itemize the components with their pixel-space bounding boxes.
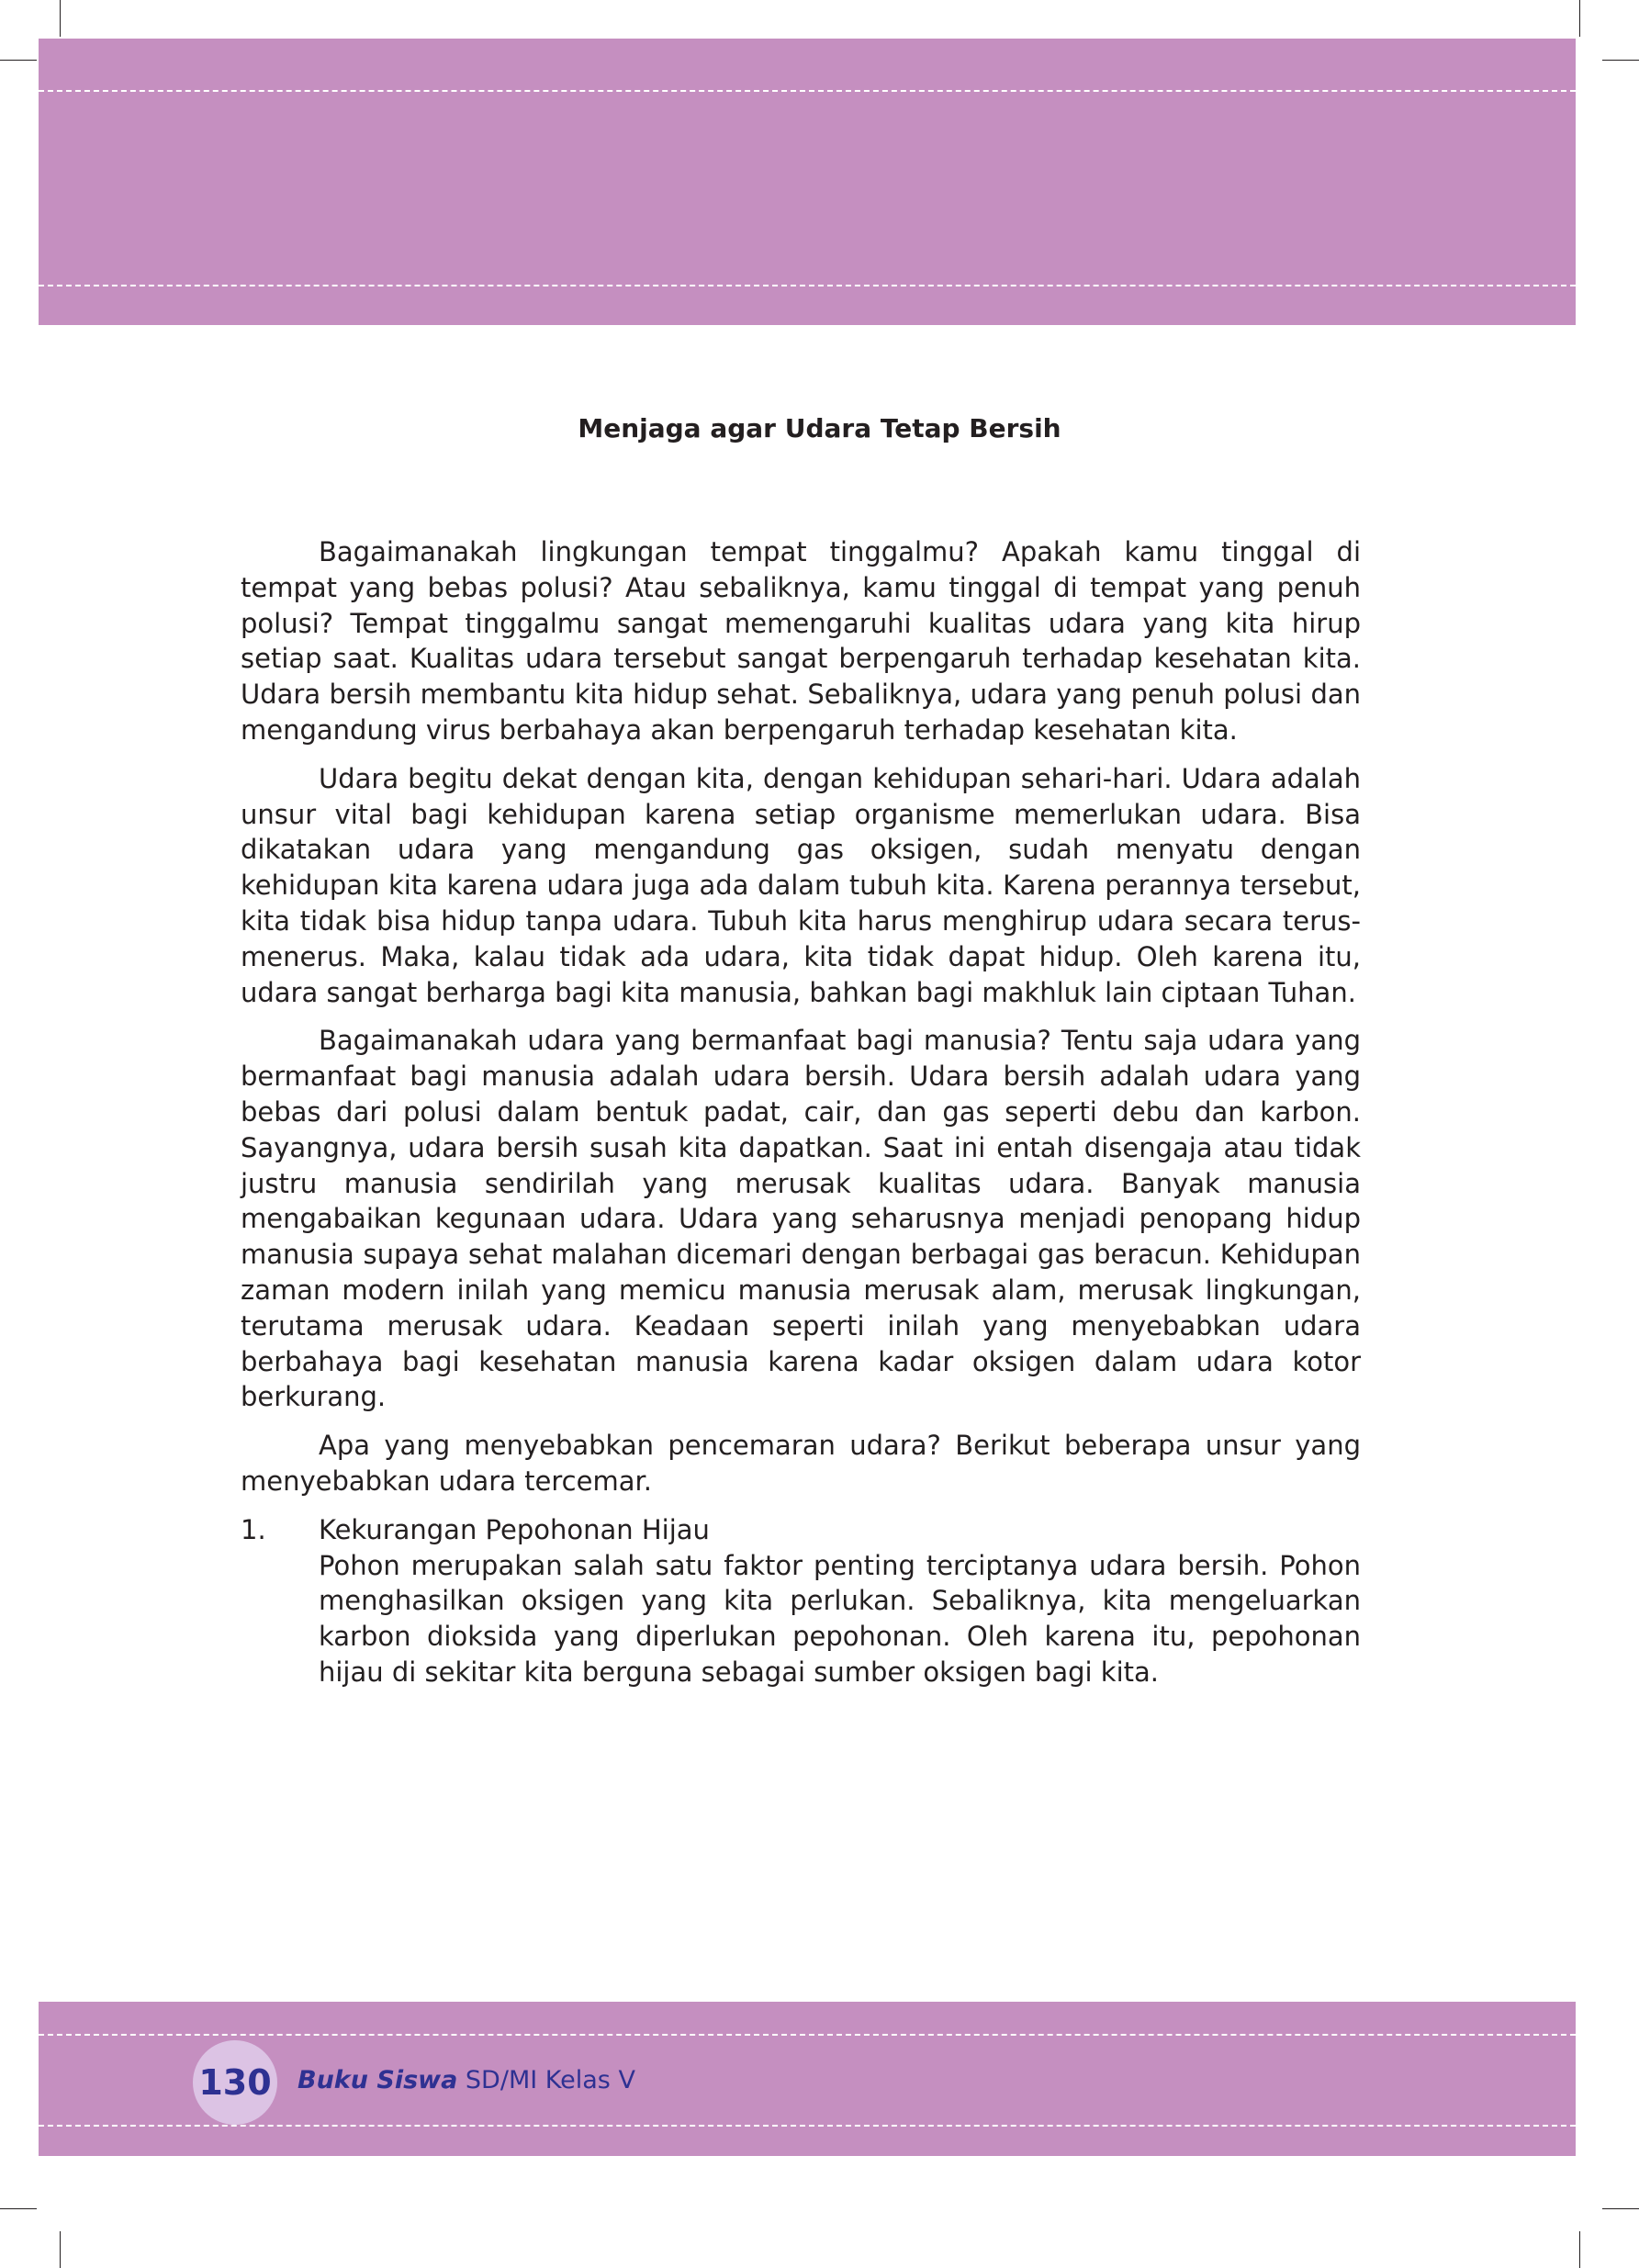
- crop-mark: [1602, 2208, 1639, 2209]
- book-title: Buku Siswa: [297, 2066, 458, 2094]
- crop-mark: [1602, 60, 1639, 61]
- crop-mark: [60, 2231, 61, 2268]
- list-number: 1.: [241, 1513, 266, 1545]
- crop-mark: [1579, 0, 1580, 37]
- page-title: Menjaga agar Udara Tetap Bersih: [578, 413, 1061, 443]
- stitch-line: [39, 2034, 1576, 2036]
- list-item-body: Pohon merupakan salah satu faktor penting terciptanya udara bersih. Pohon menghasilkan oksigen yang kita perlukan. Sebaliknya, kita mengeluarkan karbon dioksida yang diperlukan pepohonan. Oleh karena itu, pepohonan hijau di sekitar kita berguna sebagai sumber oksigen bagi kita.: [319, 1549, 1361, 1688]
- book-label: [297, 2066, 635, 2094]
- paragraph: Bagaimanakah lingkungan tempat tinggalmu? Apakah kamu tinggal di tempat yang bebas polusi? Atau sebaliknya, kamu tinggal di tempat yang penuh polusi? Tempat tinggalmu sangat memengaruhi kualitas udara yang kita hirup setiap saat. Kualitas udara tersebut sangat berpengaruh terhadap kesehatan kita. Udara bersih membantu kita hidup sehat. Sebaliknya, udara yang penuh polusi dan mengandung virus berbahaya akan berpengaruh terhadap kesehatan kita.: [241, 536, 1361, 746]
- list-item-title: Kekurangan Pepohonan Hijau: [319, 1513, 710, 1545]
- body-text: [241, 534, 1361, 1690]
- page-number: 130: [198, 2062, 272, 2103]
- book-subtitle: SD/MI Kelas V: [465, 2066, 635, 2094]
- crop-mark: [1579, 2231, 1580, 2268]
- list-item: [241, 1512, 1361, 1690]
- stitch-line: [39, 90, 1576, 92]
- stitch-line: [39, 2125, 1576, 2127]
- crop-mark: [0, 2208, 37, 2209]
- header-band: [39, 39, 1576, 325]
- stitch-line: [39, 285, 1576, 286]
- footer-band: [39, 2002, 1576, 2156]
- paragraph: Udara begitu dekat dengan kita, dengan kehidupan sehari-hari. Udara adalah unsur vital bagi kehidupan karena setiap organisme memerlukan udara. Bisa dikatakan udara yang mengandung gas oksigen, sudah menyatu dengan kehidupan kita karena udara juga ada dalam tubuh kita. Karena perannya tersebut, kita tidak bisa hidup tanpa udara. Tubuh kita harus menghirup udara secara terus-menerus. Maka, kalau tidak ada udara, kita tidak dapat hidup. Oleh karena itu, udara sangat berharga bagi kita manusia, bahkan bagi makhluk lain ciptaan Tuhan.: [241, 762, 1361, 1008]
- crop-mark: [60, 0, 61, 37]
- paragraph: Apa yang menyebabkan pencemaran udara? Berikut beberapa unsur yang menyebabkan udara tercemar.: [241, 1430, 1361, 1497]
- paragraph: Bagaimanakah udara yang bermanfaat bagi manusia? Tentu saja udara yang bermanfaat bagi manusia adalah udara bersih. Udara bersih adalah udara yang bebas dari polusi dalam bentuk padat, cair, dan gas seperti debu dan karbon. Sayangnya, udara bersih susah kita dapatkan. Saat ini entah disengaja atau tidak justru manusia sendirilah yang merusak kualitas udara. Banyak manusia mengabaikan kegunaan udara. Udara yang seharusnya menjadi penopang hidup manusia supaya sehat malahan dicemari dengan berbagai gas beracun. Kehidupan zaman modern inilah yang memicu manusia merusak alam, merusak lingkungan, terutama merusak udara. Keadaan seperti inilah yang menyebabkan udara berbahaya bagi kesehatan manusia karena kadar oksigen dalam udara kotor berkurang.: [241, 1025, 1361, 1413]
- crop-mark: [0, 60, 37, 61]
